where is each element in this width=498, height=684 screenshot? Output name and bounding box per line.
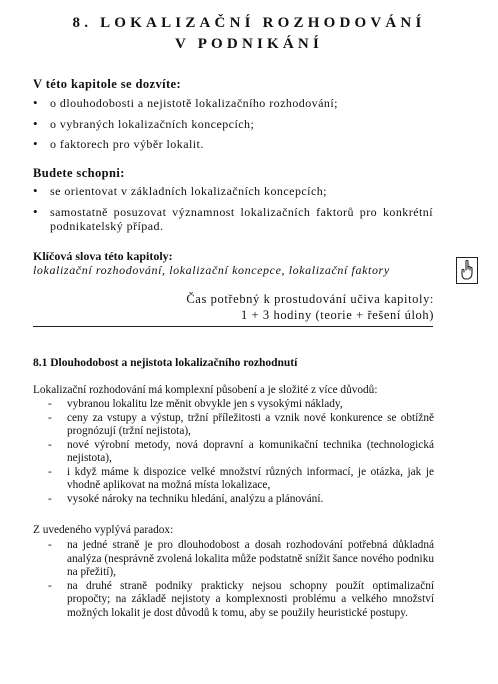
paradox-intro: Z uvedeného vyplývá paradox: (33, 524, 174, 536)
learn-heading: V této kapitole se dozvíte: (33, 77, 182, 91)
pointing-hand-icon (456, 257, 478, 284)
keywords-text: lokalizační rozhodování, lokalizační koncepce, lokalizační faktory (33, 263, 390, 277)
list-item: • o dlouhodobosti a nejistotě lokalizačního rozhodování; (33, 96, 433, 111)
keywords-heading: Klíčová slova této kapitoly: (33, 249, 173, 263)
section-divider (33, 326, 433, 327)
section-intro: Lokalizační rozhodování má komplexní působení a je složité z více důvodů: (33, 384, 378, 396)
learn-list (33, 96, 433, 152)
list-item: • samostatně posuzovat významnost lokalizačních faktorů pro konkrétní podnikatelský případ. (33, 205, 433, 234)
reasons-list (48, 398, 434, 506)
section-heading: 8.1 Dlouhodobost a nejistota lokalizačního rozhodnutí (33, 357, 298, 369)
list-item: • se orientovat v základních lokalizačních koncepcích; (33, 184, 433, 199)
list-item: - i když máme k dispozice velké množství různých informací, je otázka, jak je vhodně aplikovat na možná místa lokalizace, (48, 466, 434, 493)
study-time-label: Čas potřebný k prostudování učiva kapitoly: (186, 292, 434, 306)
study-time-value: 1 + 3 hodiny (teorie + řešení úloh) (240, 308, 434, 322)
chapter-title-line1: 8. LOKALIZAČNÍ ROZHODOVÁNÍ (72, 15, 426, 31)
list-item: - vysoké nároky na techniku hledání, analýzu a plánování. (48, 493, 434, 507)
list-item: - na druhé straně podniky prakticky nejsou schopny použít optimalizační propočty; na základě nejistoty a komplexnosti problému a velkého množství možných lokalit je dost důvodů k tomu, aby se použily heuristické postupy. (48, 580, 434, 621)
list-item: • o vybraných lokalizačních koncepcích; (33, 117, 433, 132)
list-item: - nové výrobní metody, nová dopravní a komunikační technika (technologická nejistota), (48, 439, 434, 466)
chapter-title-line2: V PODNIKÁNÍ (174, 36, 323, 52)
able-heading: Budete schopni: (33, 166, 125, 180)
list-item: - na jedné straně je pro dlouhodobost a dosah rozhodování potřebná důkladná analýza (nesprávně zvolená lokalita může podstatně snížit šance nového podniku na přežití), (48, 539, 434, 580)
paradox-list (48, 539, 434, 620)
list-item: - vybranou lokalitu lze měnit obvykle jen s vysokými náklady, (48, 398, 434, 412)
list-item: • o faktorech pro výběr lokalit. (33, 137, 433, 152)
able-list (33, 184, 433, 234)
list-item: - ceny za vstupy a výstup, tržní příležitosti a vznik nové konkurence se obtížně prognózují (tržní nejistota), (48, 412, 434, 439)
